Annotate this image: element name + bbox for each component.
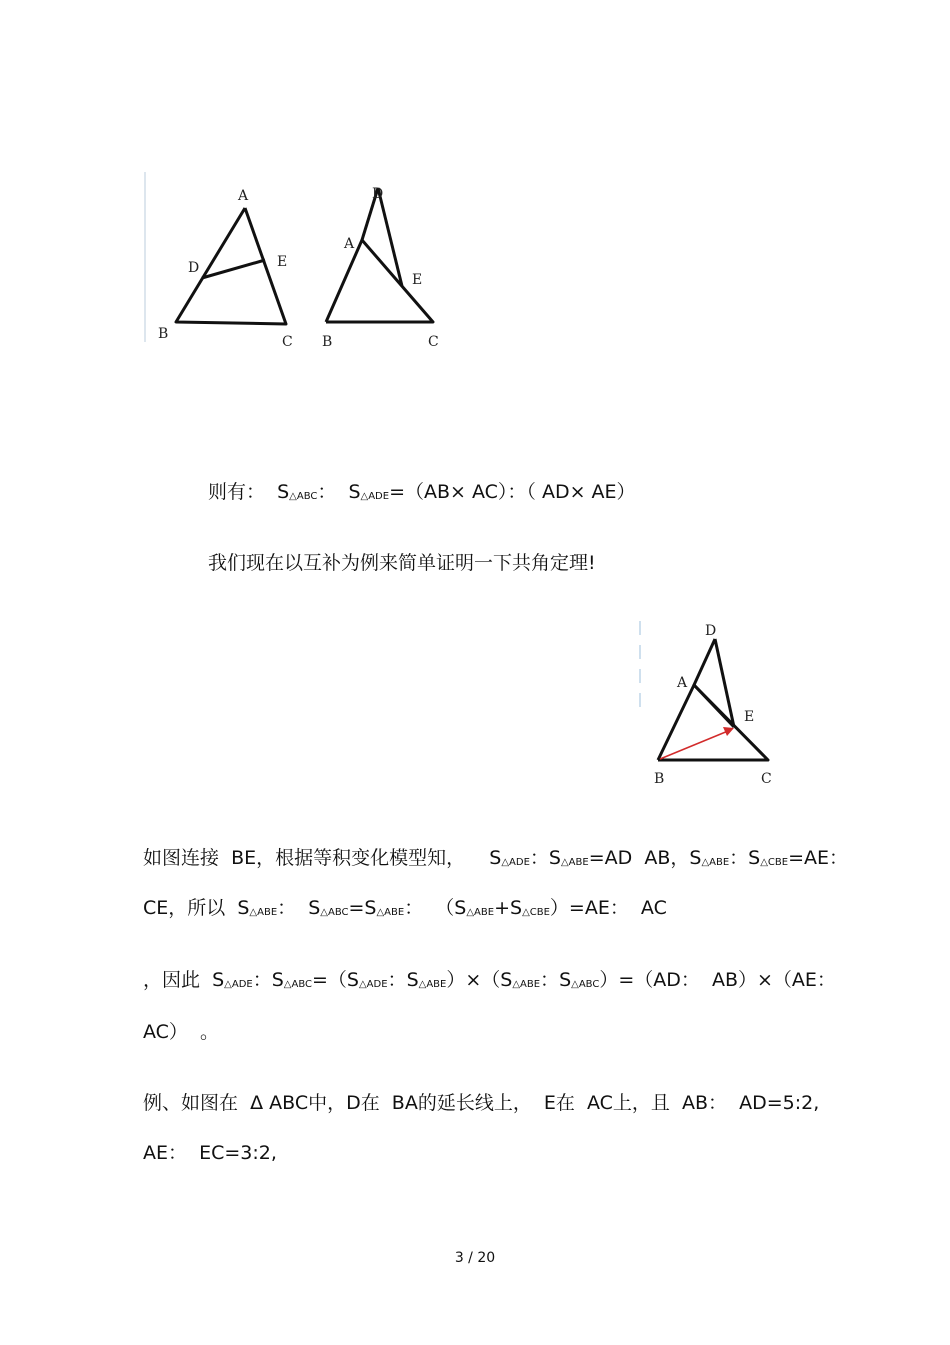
s-subscript: △ADE <box>501 857 530 868</box>
text-segment: AC） 。 <box>143 1021 220 1043</box>
s-symbol: S <box>346 969 359 991</box>
s-symbol: S <box>454 897 467 919</box>
s-symbol: S <box>271 969 284 991</box>
s-symbol: S <box>406 969 419 991</box>
proof-line-1 <box>143 843 848 870</box>
text-segment: AE： EC=3:2, <box>143 1142 277 1164</box>
text-segment: + <box>494 897 510 919</box>
s-subscript: △ADE <box>360 491 390 502</box>
example-line-2 <box>143 1138 277 1165</box>
label-e-right: E <box>412 272 423 288</box>
text-sep: ： <box>317 481 349 503</box>
text-segment: ： <box>540 969 560 991</box>
text-intro: 我们现在以互补为例来简单证明一下共角定理! <box>208 552 596 574</box>
s-symbol: S <box>212 969 225 991</box>
s-symbol: S <box>559 969 572 991</box>
text-rest: =（AB× AC）：（ AD× AE） <box>389 481 636 503</box>
label-c: C <box>761 771 772 787</box>
arrow-be-head <box>723 727 734 736</box>
proof-line-2 <box>143 893 667 920</box>
s-symbol: S <box>548 847 561 869</box>
s-symbol: S <box>510 897 523 919</box>
text-segment: 例、如图在 Δ ABC中，D在 BA的延长线上， E在 AC上，且 AB： AD=5:2, <box>143 1092 820 1114</box>
label-e: E <box>744 709 755 725</box>
s-subscript: △CBE <box>760 857 789 868</box>
text-segment: ： <box>729 847 749 869</box>
proof-line-3 <box>143 965 836 992</box>
s-symbol: S <box>689 847 702 869</box>
s-subscript: △ABE <box>249 907 278 918</box>
proof-line-4 <box>143 1017 219 1044</box>
text-prefix: 则有： <box>208 481 278 503</box>
label-a-left: A <box>238 188 249 204</box>
text-segment: = <box>348 897 365 919</box>
s-symbol: S <box>237 897 250 919</box>
s-subscript: △ABC <box>571 979 600 990</box>
label-a-right: A <box>344 236 355 252</box>
label-d-right: D <box>372 186 384 202</box>
example-line-1 <box>143 1088 819 1115</box>
label-b-left: B <box>158 326 169 342</box>
label-b-right: B <box>322 334 333 350</box>
s-symbol: S <box>348 481 361 503</box>
text-segment: ： （ <box>404 897 455 919</box>
s-subscript: △ABC <box>320 907 349 918</box>
text-segment: ： <box>252 969 272 991</box>
text-segment: CE，所以 <box>143 897 238 919</box>
s-subscript: △ABE <box>418 979 447 990</box>
text-segment: ： <box>529 847 549 869</box>
text-segment: ： <box>277 897 309 919</box>
s-subscript: △ABE <box>376 907 405 918</box>
s-symbol: S <box>748 847 761 869</box>
label-d-left: D <box>188 260 200 276</box>
s-symbol: S <box>489 847 502 869</box>
text-segment: 如图连接 BE，根据等积变化模型知， <box>143 847 490 869</box>
paragraph-intro <box>208 548 596 575</box>
s-subscript: △ADE <box>358 979 388 990</box>
s-symbol: S <box>277 481 290 503</box>
s-subscript: △CBE <box>522 907 550 918</box>
text-segment: ）×（ <box>446 969 501 991</box>
s-subscript: △ABE <box>560 857 589 868</box>
s-subscript: △ABE <box>512 979 541 990</box>
label-b: B <box>654 771 665 787</box>
formula-area-ratio <box>208 477 636 504</box>
text-segment: =（ <box>312 969 347 991</box>
s-symbol: S <box>364 897 377 919</box>
s-subscript: △ABE <box>701 857 730 868</box>
text-segment: =AD AB， <box>588 847 690 869</box>
label-a: A <box>677 675 688 691</box>
text-segment: ，因此 <box>143 969 213 991</box>
text-segment: ： <box>387 969 407 991</box>
label-c-right: C <box>428 334 439 350</box>
label-d: D <box>705 623 717 639</box>
figure-triangles-pair <box>140 170 460 370</box>
text-segment: ）=AE： AC <box>549 897 667 919</box>
s-subscript: △ABC <box>289 491 318 502</box>
s-subscript: △ABE <box>466 907 495 918</box>
page-number: 3 / 20 <box>454 1250 496 1266</box>
figure-triangle-with-be <box>630 615 790 795</box>
text-segment: ）=（AD： AB）×（AE： <box>599 969 836 991</box>
label-c-left: C <box>282 334 293 350</box>
segment-ad <box>694 639 715 685</box>
s-symbol: S <box>308 897 321 919</box>
s-symbol: S <box>500 969 513 991</box>
s-subscript: △ADE <box>224 979 253 990</box>
s-subscript: △ABC <box>283 979 312 990</box>
text-segment: =AE： <box>788 847 849 869</box>
label-e-left: E <box>277 254 288 270</box>
scan-edge <box>144 172 146 342</box>
